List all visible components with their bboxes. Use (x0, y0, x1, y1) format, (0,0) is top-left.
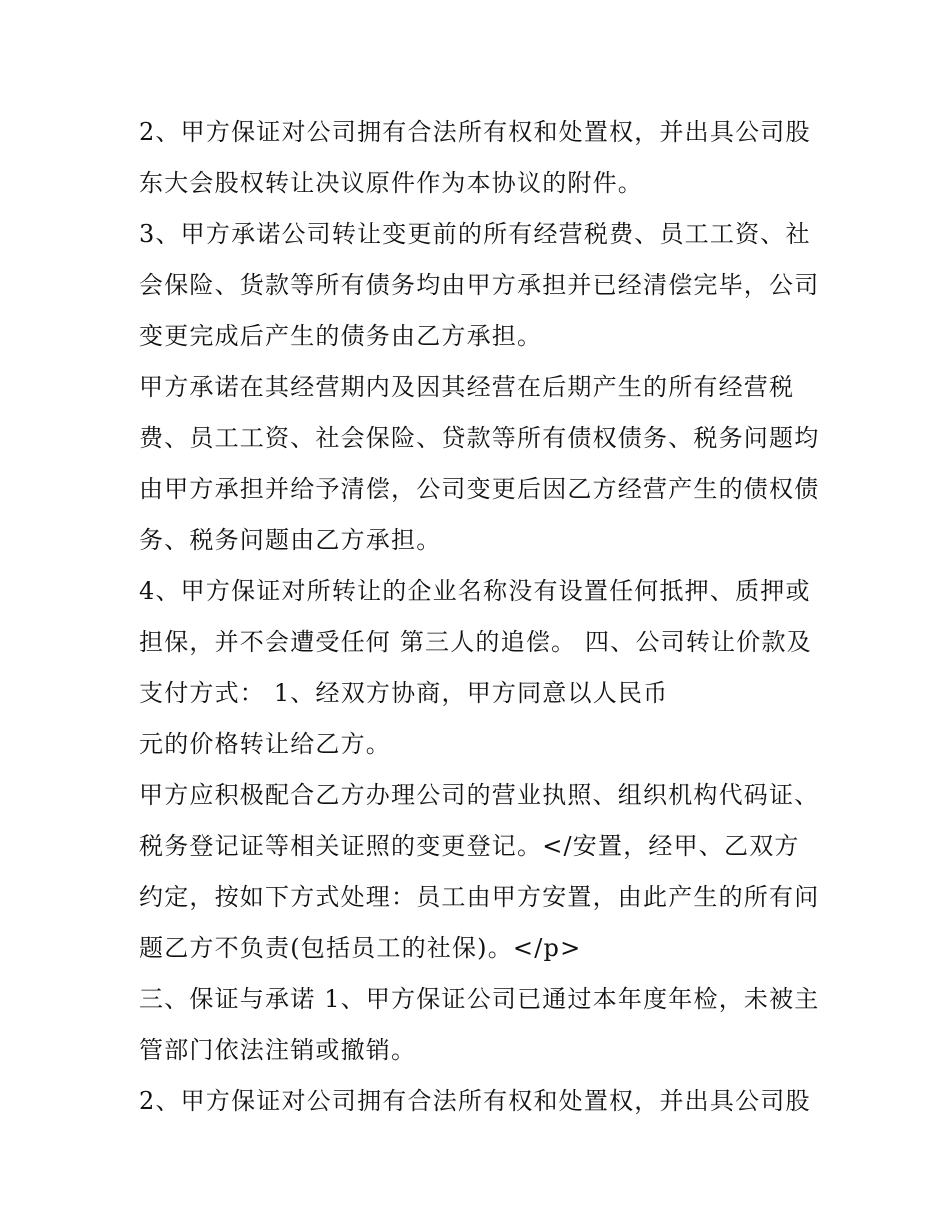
text-line: 4、甲方保证对所转让的企业名称没有设置任何抵押、质押或 (139, 577, 811, 605)
text-line: 元的价格转让给乙方。 (139, 730, 391, 758)
text-line: 税务登记证等相关证照的变更登记。</安置，经甲、乙双方 (139, 832, 800, 860)
text-line: 三、保证与承诺 1、甲方保证公司已通过本年度年检，未被主 (139, 985, 820, 1013)
text-line: 东大会股权转让决议原件作为本协议的附件。 (139, 169, 643, 197)
text-line: 2、甲方保证对公司拥有合法所有权和处置权，并出具公司股 (139, 1087, 811, 1115)
text-line: 变更完成后产生的债务由乙方承担。 (139, 322, 543, 350)
text-line: 费、员工工资、社会保险、贷款等所有债权债务、税务问题均 (139, 424, 820, 452)
text-line: 支付方式： 1、经双方协商，甲方同意以人民币 (139, 679, 669, 707)
text-line: 担保，并不会遭受任何 第三人的追偿。 四、公司转让价款及 (139, 628, 812, 656)
text-line: 2、甲方保证对公司拥有合法所有权和处置权，并出具公司股 (139, 118, 811, 146)
text-line: 约定，按如下方式处理：员工由甲方安置，由此产生的所有问 (139, 883, 820, 911)
document-body (139, 107, 819, 1127)
text-line: 由甲方承担并给予清偿，公司变更后因乙方经营产生的债权债 (139, 475, 820, 503)
text-line: 3、甲方承诺公司转让变更前的所有经营税费、员工工资、社 (139, 220, 811, 248)
text-line: 务、税务问题由乙方承担。 (139, 526, 442, 554)
text-line: 管部门依法注销或撤销。 (139, 1036, 417, 1064)
text-line: 甲方应积极配合乙方办理公司的营业执照、组织机构代码证、 (139, 781, 820, 809)
text-line: 会保险、货款等所有债务均由甲方承担并已经清偿完毕，公司 (139, 271, 820, 299)
text-line: 甲方承诺在其经营期内及因其经营在后期产生的所有经营税 (139, 373, 795, 401)
text-line: 题乙方不负责(包括员工的社保)。</p> (139, 934, 582, 962)
